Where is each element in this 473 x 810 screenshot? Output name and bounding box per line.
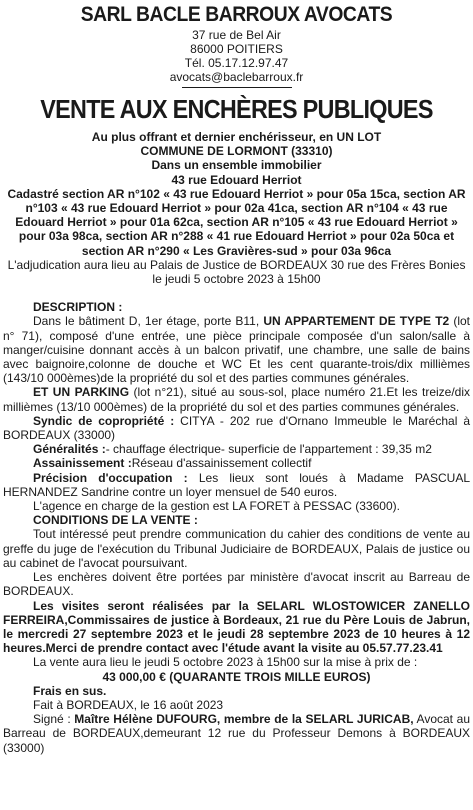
description-agency: L'agence en charge de la gestion est LA FORET à PESSAC (33600).	[33, 499, 400, 514]
legal-notice	[0, 2, 473, 810]
firm-city: 86000 POITIERS	[190, 42, 283, 56]
conditions-heading: CONDITIONS DE LA VENTE :	[33, 513, 198, 528]
conditions-visits: Les visites seront réalisées par la SELARL WLOSTOWICER ZANELLO FERREIRA,Commissaires de justice à Bordeaux, 21 rue du Père Louis de Jabrun, le mercredi 27 septembre 2023 et le jeudi 28 septembre 2023 de 10 heures à 12 heures.Merci de prendre contact avec l'étude avant la visite au 05.57.77.23.41	[3, 598, 470, 656]
conditions-bids: Les enchères doivent être portées par ministère d'avocat inscrit au Barreau de BORDEAUX.	[3, 570, 470, 599]
description-occupancy: Précision d'occupation : Les lieux sont loués à Madame PASCUAL HERNANDEZ Sandrine contre un loyer mensuel de 540 euros.	[3, 470, 471, 499]
conditions-section	[3, 513, 470, 754]
description-general: Généralités :- chauffage électrique- superficie de l'appartement : 39,35 m2	[33, 442, 432, 457]
firm-phone: Tél. 05.17.12.97.47	[184, 56, 289, 70]
intro-address: 43 rue Edouard Herriot	[171, 172, 302, 187]
firm-name: SARL BACLE BARROUX AVOCATS	[80, 3, 393, 26]
signature: Signé : Maître Hélène DUFOURG, membre de la SELARL JURICAB, Avocat au Barreau de BORDEAUX,demeurant 12 rue du Professeur Demons à BORDEAUX (33000)	[3, 712, 470, 755]
divider	[182, 87, 292, 88]
conditions-sale-date: La vente aura lieu le jeudi 5 octobre 2023 à 15h00 sur la mise à prix de :	[33, 655, 418, 670]
firm-address: 37 rue de Bel Air	[192, 28, 281, 42]
description-section	[3, 300, 470, 513]
conditions-consultation: Tout intéressé peut prendre communication du cahier des conditions de vente au greffe du juge de l'exécution du Tribunal Judiciaire de BORDEAUX, Palais de justice ou au cabinet de l'avocat poursuivant.	[3, 527, 470, 570]
signature-date: Fait à BORDEAUX, le 16 août 2023	[33, 697, 224, 712]
intro-block	[3, 130, 470, 286]
intro-commune: COMMUNE DE LORMONT (33310)	[140, 144, 333, 159]
description-apartment: Dans le bâtiment D, 1er étage, porte B11, UN APPARTEMENT DE TYPE T2 (lot n° 71), composé d'une entrée, une pièce principale composée d'un salon/salle à manger/cuisine donnant accès à un balcon privatif, une chambre, une salle de bains avec baignoire,colonne de douche et WC Et les cent quarante-trois/dix millièmes (143/10 000èmes)de la propriété du sol et des parties communes générales.	[3, 314, 471, 386]
starting-price: 43 000,00 € (QUARANTE TROIS MILLE EUROS)	[102, 669, 371, 684]
description-sanitation: Assainissement :Réseau d'assainissement collectif	[33, 456, 312, 471]
intro-cadastre: Cadastré section AR n°102 « 43 rue Edouard Herriot » pour 05a 15ca, section AR n°103 « 43 rue Edouard Herriot » pour 02a 41ca, section AR n°104 « 43 rue Edouard Herriot » pour 01a 62ca, section AR n°105 « 43 rue Edouard Herriot » pour 03a 98ca, section AR n°288 « 41 rue Edouard Herriot » pour 02a 50ca et section AR n°290 « Les Gravières-sud » pour 03a 96ca	[7, 186, 466, 258]
fees-note: Frais en sus.	[33, 683, 107, 698]
description-syndic: Syndic de copropriété : CITYA - 202 rue d'Ornano Immeuble le Maréchal à BORDEAUX (33000)	[3, 413, 470, 443]
intro-adjudication: L'adjudication aura lieu au Palais de Justice de BORDEAUX 30 rue des Frères Bonies le jeudi 5 octobre 2023 à 15h00	[7, 257, 466, 287]
description-parking: ET UN PARKING (lot n°21), situé au sous-sol, place numéro 21.Et les treize/dix millièmes (13/10 000èmes) de la propriété du sol et des parties communes générales.	[3, 385, 470, 414]
firm-email: avocats@baclebarroux.fr	[169, 70, 304, 84]
description-heading: DESCRIPTION :	[33, 300, 123, 315]
notice-title: VENTE AUX ENCHÈRES PUBLIQUES	[40, 94, 433, 124]
intro-line-1: Au plus offrant et dernier enchérisseur, en UN LOT	[91, 130, 382, 144]
intro-line-3: Dans un ensemble immobilier	[151, 158, 322, 173]
